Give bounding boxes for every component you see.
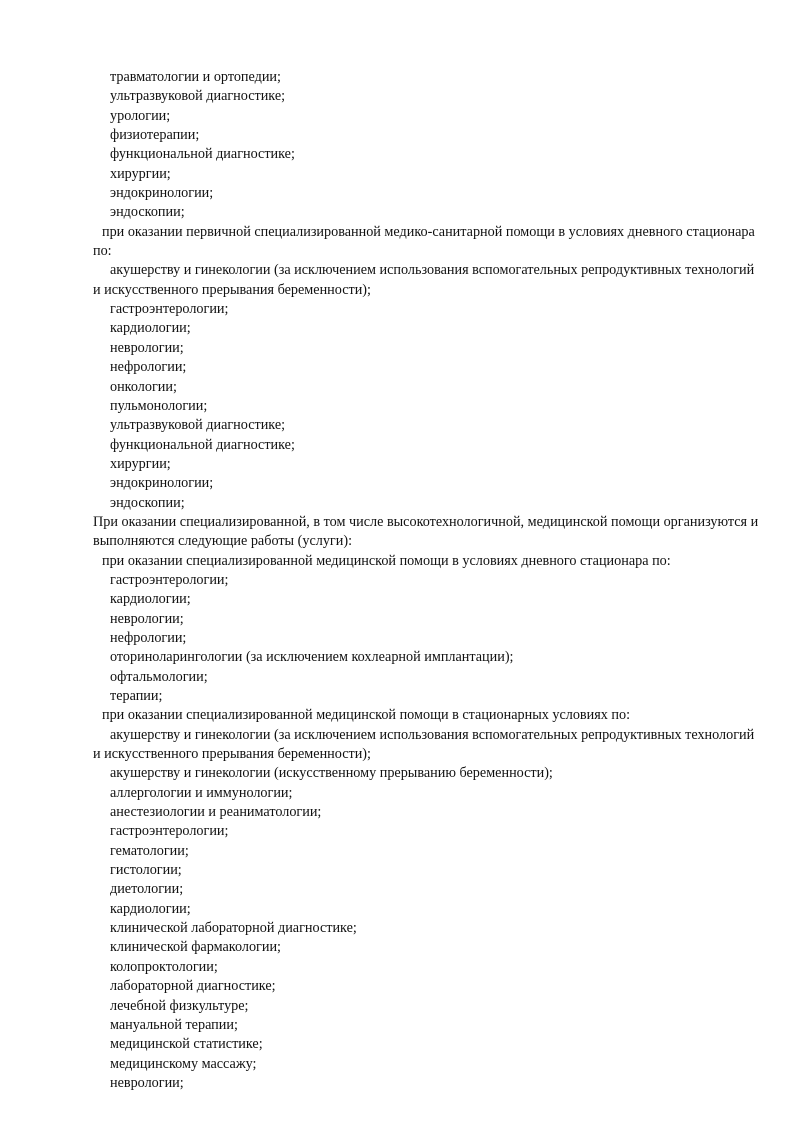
list-item: нефрологии; [110,359,187,376]
list-item: гастроэнтерологии; [110,823,229,840]
list-item: эндокринологии; [110,475,214,492]
list-item: аллергологии и иммунологии; [110,784,293,801]
list-item: медицинскому массажу; [110,1055,257,1072]
list-item: неврологии; [110,1074,184,1091]
list-item: клинической фармакологии; [110,939,281,956]
list-item: гастроэнтерологии; [110,301,229,318]
list-item: колопроктологии; [110,958,218,975]
list-item: пульмонологии; [110,397,208,414]
list-item: кардиологии; [110,900,191,917]
list-item: гистологии; [110,862,182,879]
list-item: оториноларингологии (за исключением кохлеарной имплантации); [110,649,514,666]
list-item: эндоскопии; [110,204,185,221]
list-item: терапии; [110,688,163,704]
list-item: кардиологии; [110,591,191,608]
list-item: кардиологии; [110,320,191,337]
list-item: лечебной физкультуре; [110,997,249,1014]
list-item: травматологии и ортопедии; [110,69,281,85]
section-heading: при оказании первичной специализированной медико-санитарной помощи в условиях дневного стационара по: [93,223,755,260]
list-item: медицинской статистике; [110,1036,263,1053]
list-item: акушерству и гинекологии (за исключением использования вспомогательных репродуктивных технологий и искусственного прерывания беременности); [93,262,755,298]
list-item: хирургии; [110,165,171,182]
list-item: эндокринологии; [110,185,214,202]
list-item: акушерству и гинекологии (искусственному прерыванию беременности); [110,765,553,782]
list-item: мануальной терапии; [110,1016,238,1033]
list-item: офтальмологии; [110,668,208,685]
list-item: функциональной диагностике; [110,146,295,163]
document-body [93,68,760,1093]
section-heading: при оказании специализированной медицинской помощи в стационарных условиях по: [102,707,631,724]
list-item: физиотерапии; [110,127,200,144]
list-item: онкологии; [110,378,177,395]
section-heading: при оказании специализированной медицинской помощи в условиях дневного стационара по: [102,552,671,569]
list-item: урологии; [110,107,171,124]
list-item: клинической лабораторной диагностике; [110,920,357,937]
paragraph: При оказании специализированной, в том числе высокотехнологичной, медицинской помощи организуются и выполняются следующие работы (услуги): [93,513,759,550]
list-item: лабораторной диагностике; [110,978,276,995]
list-item: хирургии; [110,455,171,472]
list-item: эндоскопии; [110,494,185,511]
list-item: неврологии; [110,610,184,627]
list-item: неврологии; [110,339,184,356]
list-item: акушерству и гинекологии (за исключением использования вспомогательных репродуктивных технологий и искусственного прерывания беременности); [93,726,755,763]
list-item: гастроэнтерологии; [110,571,229,588]
list-item: ультразвуковой диагностике; [110,417,286,434]
list-item: диетологии; [110,881,184,898]
list-item: гематологии; [110,842,189,859]
list-item: ультразвуковой диагностике; [110,88,286,105]
list-item: нефрологии; [110,629,187,646]
list-item: анестезиологии и реаниматологии; [110,804,322,821]
list-item: функциональной диагностике; [110,436,295,453]
